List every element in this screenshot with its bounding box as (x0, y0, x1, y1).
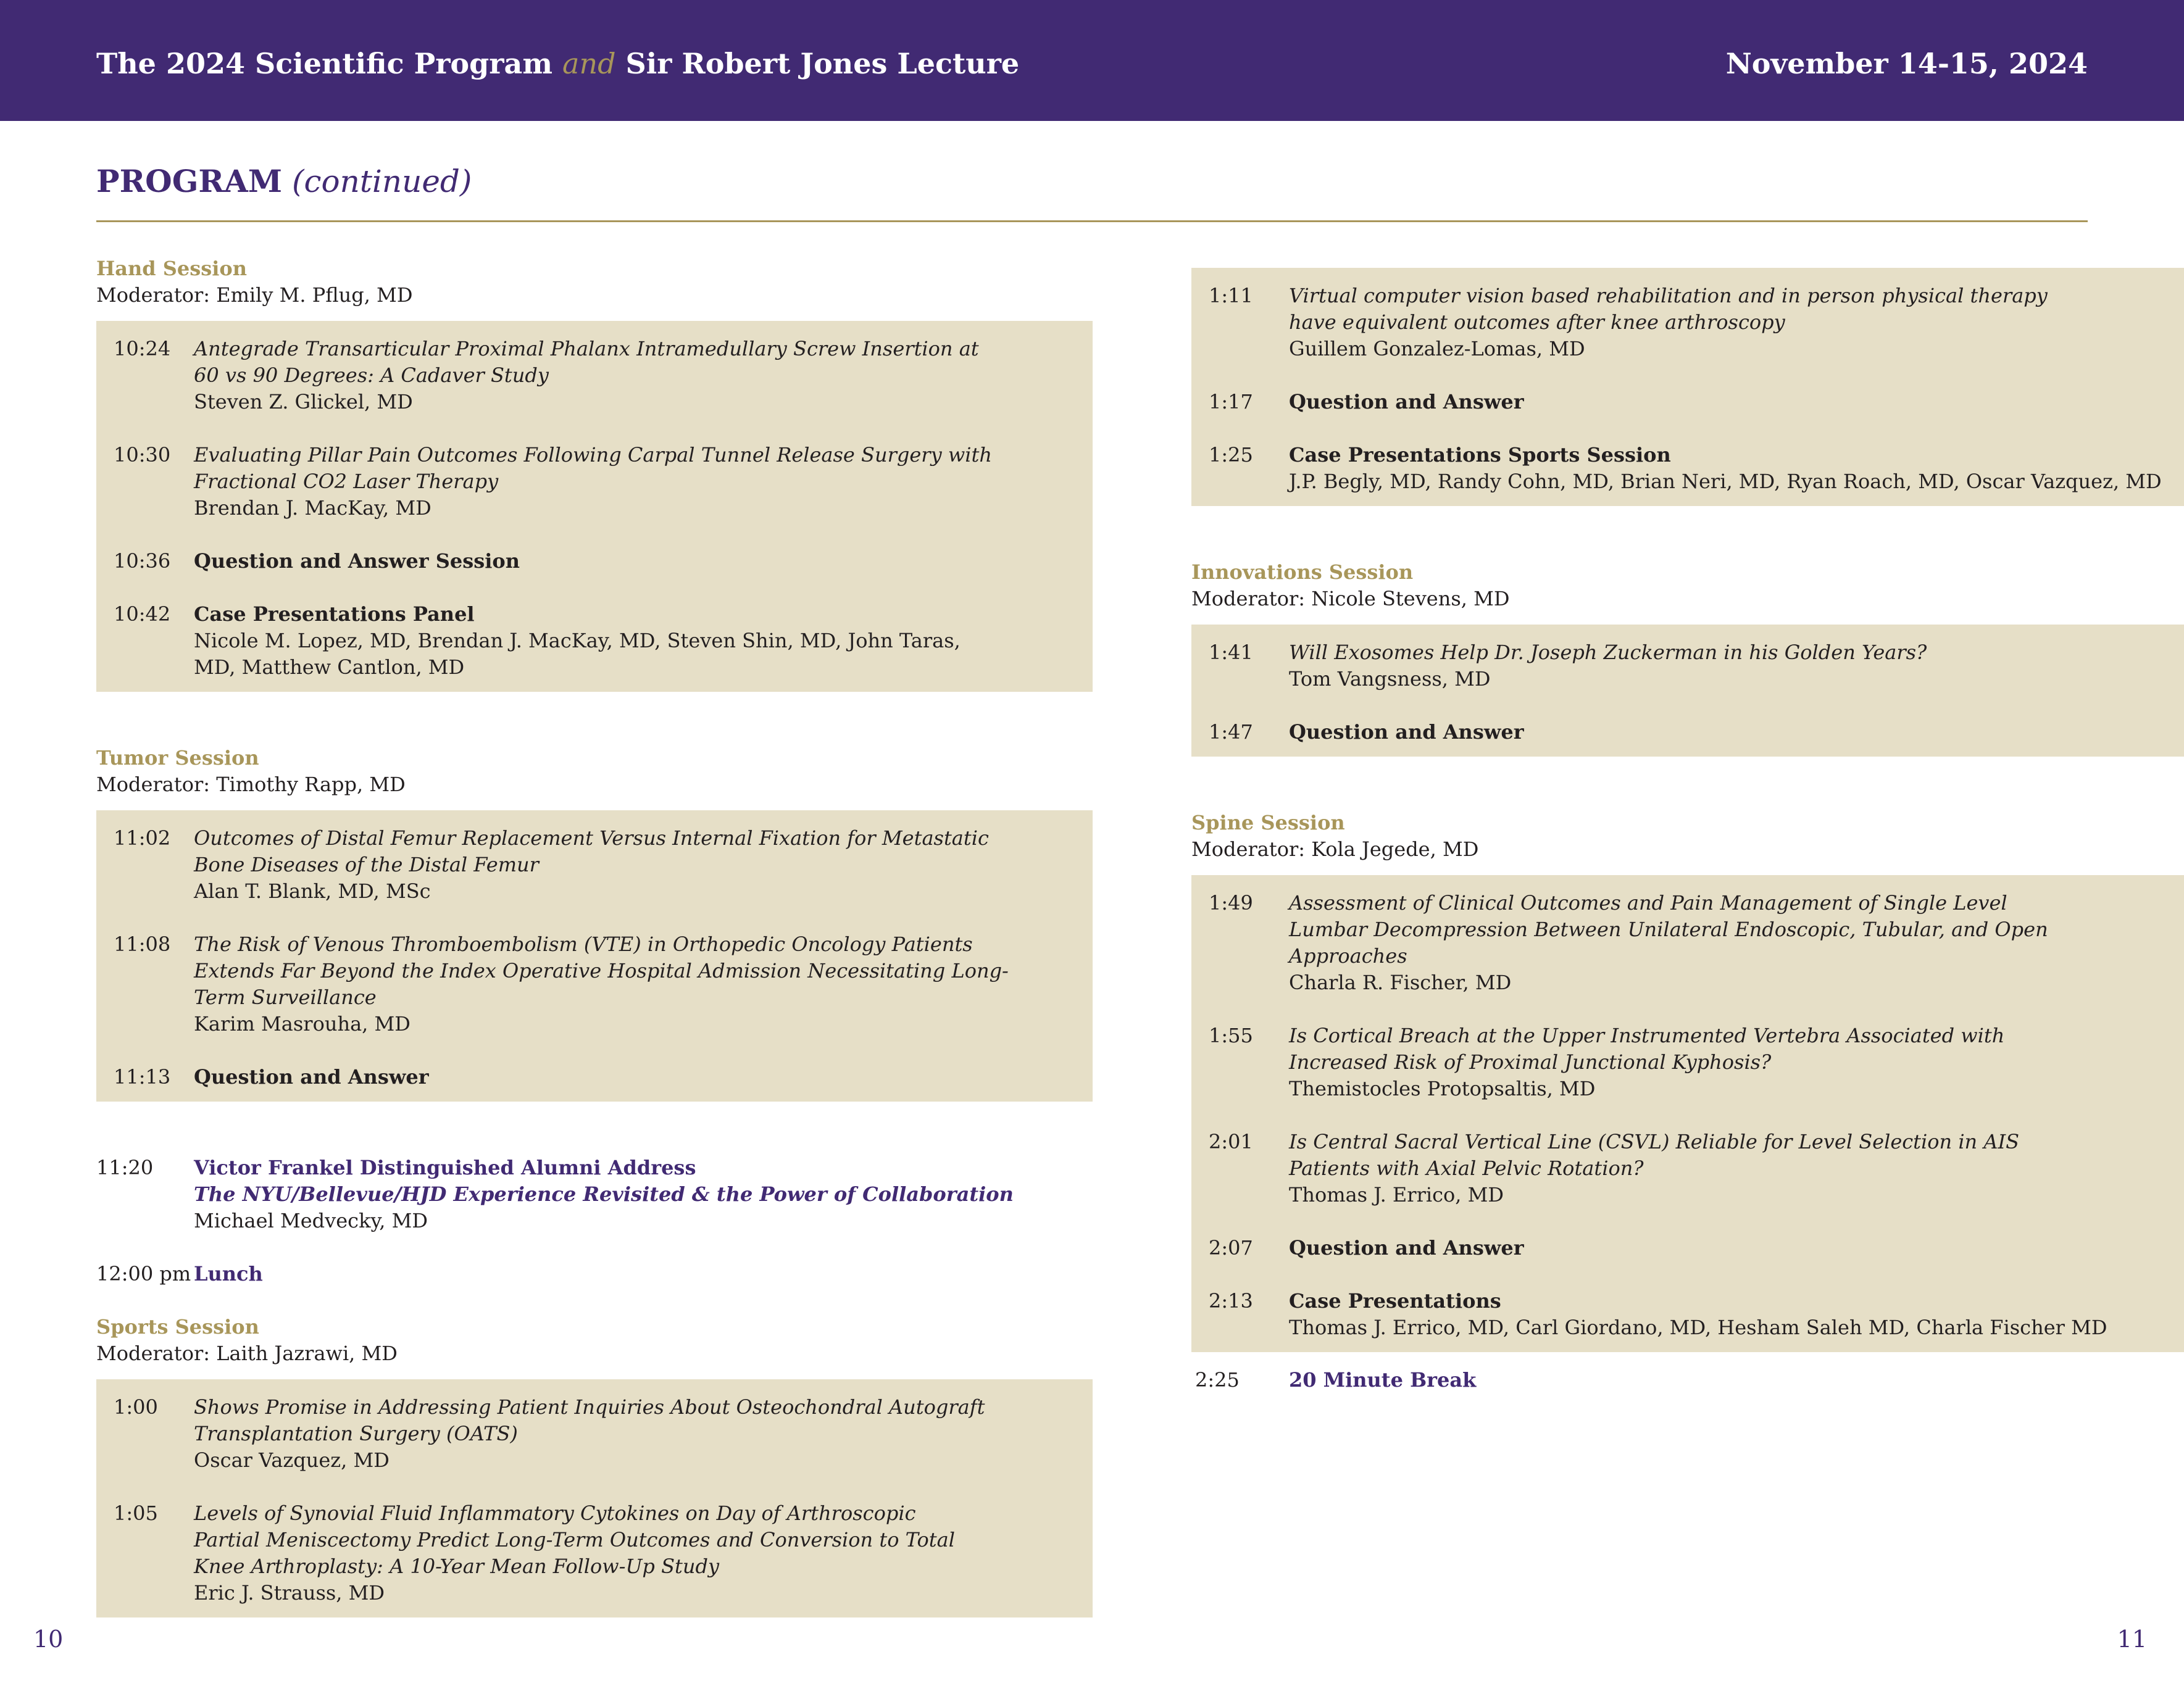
item-bold-title: Question and Answer (1289, 1236, 1524, 1260)
item-time: 2:25 (1195, 1368, 1240, 1392)
item-time: 11:20 (96, 1156, 154, 1179)
program-item (1191, 389, 2184, 415)
item-author: Guillem Gonzalez-Lomas, MD (1289, 337, 1585, 360)
alumni-row (96, 1155, 1093, 1234)
header-title-part2: Sir Robert Jones Lecture (625, 47, 1020, 80)
item-time: 2:07 (1209, 1236, 1253, 1260)
program-item (1191, 719, 2184, 745)
spine-session (1191, 810, 2184, 1352)
program-item (1191, 1023, 2184, 1102)
item-time: 10:30 (114, 443, 171, 467)
session-title: Tumor Session (96, 746, 259, 770)
session-title: Sports Session (96, 1315, 259, 1339)
program-item (96, 1500, 1093, 1606)
item-author: Themistocles Protopsaltis, MD (1289, 1077, 1596, 1100)
break-label: 20 Minute Break (1289, 1368, 1477, 1392)
right-column (1191, 268, 2184, 1393)
item-time: 1:00 (114, 1395, 158, 1419)
item-content (194, 442, 1015, 521)
item-content (194, 931, 1040, 1037)
item-bold-title: Question and Answer (194, 1065, 429, 1089)
item-bold-title: Question and Answer Session (194, 549, 520, 573)
item-title: Will Exosomes Help Dr. Joseph Zuckerman in his Golden Years? (1289, 641, 1927, 664)
program-item (1191, 1129, 2184, 1208)
item-title: Virtual computer vision based rehabilitation and in person physical therapy have equivalent outcomes after knee arthroscopy (1289, 284, 2048, 334)
item-bold-title: Case Presentations (1289, 1289, 1501, 1313)
item-content (1289, 283, 2116, 362)
header-title (96, 47, 1019, 80)
header-title-and: and (562, 47, 616, 80)
item-content (1289, 719, 2184, 745)
item-title: Assessment of Clinical Outcomes and Pain Management of Single Level Lumbar Decompression Between Unilateral Endoscopic, Tubular, and Open Approaches (1289, 891, 2048, 968)
heading-divider (96, 220, 2088, 222)
session-moderator: Moderator: Nicole Stevens, MD (1191, 587, 1510, 610)
item-author: Brendan J. MacKay, MD (194, 496, 431, 520)
item-time: 2:13 (1209, 1289, 1253, 1313)
item-author: Alan T. Blank, MD, MSc (194, 879, 431, 903)
session-moderator: Moderator: Kola Jegede, MD (1191, 837, 1479, 861)
item-content (1289, 1023, 2116, 1102)
program-item (1191, 1288, 2184, 1341)
tumor-session (96, 745, 1093, 1102)
program-continued: (continued) (292, 164, 472, 199)
header-date: November 14-15, 2024 (1725, 47, 2088, 80)
session-moderator: Moderator: Timothy Rapp, MD (96, 773, 406, 796)
item-content (1289, 1288, 2184, 1341)
program-heading-text: PROGRAM (96, 163, 283, 199)
item-content (1289, 442, 2184, 495)
page-number-right: 11 (2117, 1626, 2147, 1653)
item-time: 1:25 (1209, 443, 1253, 467)
program-item (1191, 283, 2184, 362)
break-row (1191, 1367, 2184, 1393)
session-box (96, 810, 1093, 1102)
item-author: Tom Vangsness, MD (1289, 667, 1491, 691)
alumni-content (194, 1155, 1014, 1234)
program-heading (96, 163, 472, 199)
alumni-author: Michael Medvecky, MD (194, 1209, 428, 1232)
item-time: 1:49 (1209, 891, 1253, 915)
item-time: 1:17 (1209, 390, 1253, 413)
item-content (194, 1500, 984, 1606)
item-time: 11:08 (114, 932, 171, 956)
item-content (194, 1394, 1015, 1474)
item-bold-title: Case Presentations Sports Session (1289, 443, 1671, 467)
alumni-address (96, 1155, 1093, 1234)
item-time: 1:41 (1209, 641, 1253, 664)
session-moderator: Moderator: Emily M. Pflug, MD (96, 283, 413, 307)
session-moderator: Moderator: Laith Jazrawi, MD (96, 1342, 398, 1365)
page-number-left: 10 (33, 1626, 64, 1653)
item-title: Outcomes of Distal Femur Replacement Versus Internal Fixation for Metastatic Bone Diseases of the Distal Femur (194, 826, 989, 876)
program-item (1191, 1235, 2184, 1261)
item-author: Nicole M. Lopez, MD, Brendan J. MacKay, MD, Steven Shin, MD, John Taras, MD, Matthew Cantlon, MD (194, 629, 961, 679)
session-box (1191, 875, 2184, 1352)
item-content (1289, 639, 2184, 692)
item-author: Oscar Vazquez, MD (194, 1448, 390, 1472)
item-title: Shows Promise in Addressing Patient Inquiries About Osteochondral Autograft Transplantation Surgery (OATS) (194, 1395, 985, 1445)
item-content (1289, 389, 2184, 415)
session-box (96, 321, 1093, 692)
item-time: 11:13 (114, 1065, 171, 1089)
header-title-part1: The 2024 Scientific Program (96, 47, 552, 80)
program-item (96, 336, 1093, 415)
header-bar (0, 0, 2184, 121)
hand-session (96, 255, 1093, 692)
item-content (194, 825, 1015, 905)
program-item (96, 442, 1093, 521)
item-time: 1:55 (1209, 1024, 1253, 1047)
session-title: Hand Session (96, 257, 248, 280)
item-title: Evaluating Pillar Pain Outcomes Following Carpal Tunnel Release Surgery with Fractional CO2 Laser Therapy (194, 443, 992, 493)
item-time: 2:01 (1209, 1130, 1253, 1153)
program-item (1191, 442, 2184, 495)
program-item (96, 601, 1093, 681)
item-content (194, 601, 1015, 681)
item-author: J.P. Begly, MD, Randy Cohn, MD, Brian Neri, MD, Ryan Roach, MD, Oscar Vazquez, MD (1289, 470, 2162, 493)
program-item (96, 825, 1093, 905)
program-item (96, 931, 1093, 1037)
item-time: 1:11 (1209, 284, 1253, 307)
item-bold-title: Case Presentations Panel (194, 602, 475, 626)
innovations-session (1191, 559, 2184, 757)
lunch-line (96, 1261, 1093, 1287)
program-item (96, 1064, 1093, 1090)
item-author: Thomas J. Errico, MD, Carl Giordano, MD, Hesham Saleh MD, Charla Fischer MD (1289, 1316, 2107, 1339)
item-content (194, 336, 1015, 415)
item-content (1289, 1235, 2184, 1261)
item-content (1289, 1129, 2116, 1208)
item-time: 12:00 pm (96, 1262, 191, 1285)
sports-session (96, 1314, 1093, 1617)
left-column (96, 255, 1093, 1617)
sports-session-continued (1191, 268, 2184, 506)
item-author: Eric J. Strauss, MD (194, 1581, 385, 1605)
session-title: Spine Session (1191, 811, 1345, 834)
item-time: 11:02 (114, 826, 171, 850)
item-time: 10:42 (114, 602, 171, 626)
session-title: Innovations Session (1191, 560, 1414, 584)
item-title: The Risk of Venous Thromboembolism (VTE) in Orthopedic Oncology Patients Extends Far Beyond the Index Operative Hospital Admission Necessitating Long-Term Surveillance (194, 932, 1009, 1009)
item-author: Thomas J. Errico, MD (1289, 1183, 1504, 1206)
alumni-subtitle: The NYU/Bellevue/HJD Experience Revisited & the Power of Collaboration (194, 1182, 1014, 1206)
item-content (194, 548, 1093, 575)
item-title: Is Central Sacral Vertical Line (CSVL) Reliable for Level Selection in AIS Patients with Axial Pelvic Rotation? (1289, 1130, 2019, 1180)
alumni-title: Victor Frankel Distinguished Alumni Address (194, 1156, 696, 1179)
lunch-label: Lunch (194, 1262, 263, 1285)
session-box (1191, 268, 2184, 506)
session-box (96, 1379, 1093, 1617)
item-bold-title: Question and Answer (1289, 720, 1524, 744)
program-item (1191, 639, 2184, 692)
item-content (1289, 890, 2110, 996)
item-author: Steven Z. Glickel, MD (194, 390, 413, 413)
item-time: 10:36 (114, 549, 171, 573)
program-item (96, 1394, 1093, 1474)
item-time: 1:47 (1209, 720, 1253, 744)
item-time: 10:24 (114, 337, 171, 360)
item-content (194, 1064, 1093, 1090)
item-time: 1:05 (114, 1501, 158, 1525)
item-bold-title: Question and Answer (1289, 390, 1524, 413)
item-author: Karim Masrouha, MD (194, 1012, 411, 1036)
lunch-row (96, 1261, 1093, 1287)
program-item (1191, 890, 2184, 996)
item-title: Antegrade Transarticular Proximal Phalanx Intramedullary Screw Insertion at 60 vs 90 Degrees: A Cadaver Study (194, 337, 979, 387)
item-title: Is Cortical Breach at the Upper Instrumented Vertebra Associated with Increased Risk of Proximal Junctional Kyphosis? (1289, 1024, 2005, 1074)
session-box (1191, 625, 2184, 757)
item-author: Charla R. Fischer, MD (1289, 971, 1512, 994)
program-item (96, 548, 1093, 575)
item-title: Levels of Synovial Fluid Inflammatory Cytokines on Day of Arthroscopic Partial Meniscectomy Predict Long-Term Outcomes and Conversion to Total Knee Arthroplasty: A 10-Year Mean Follow-Up Study (194, 1501, 955, 1578)
